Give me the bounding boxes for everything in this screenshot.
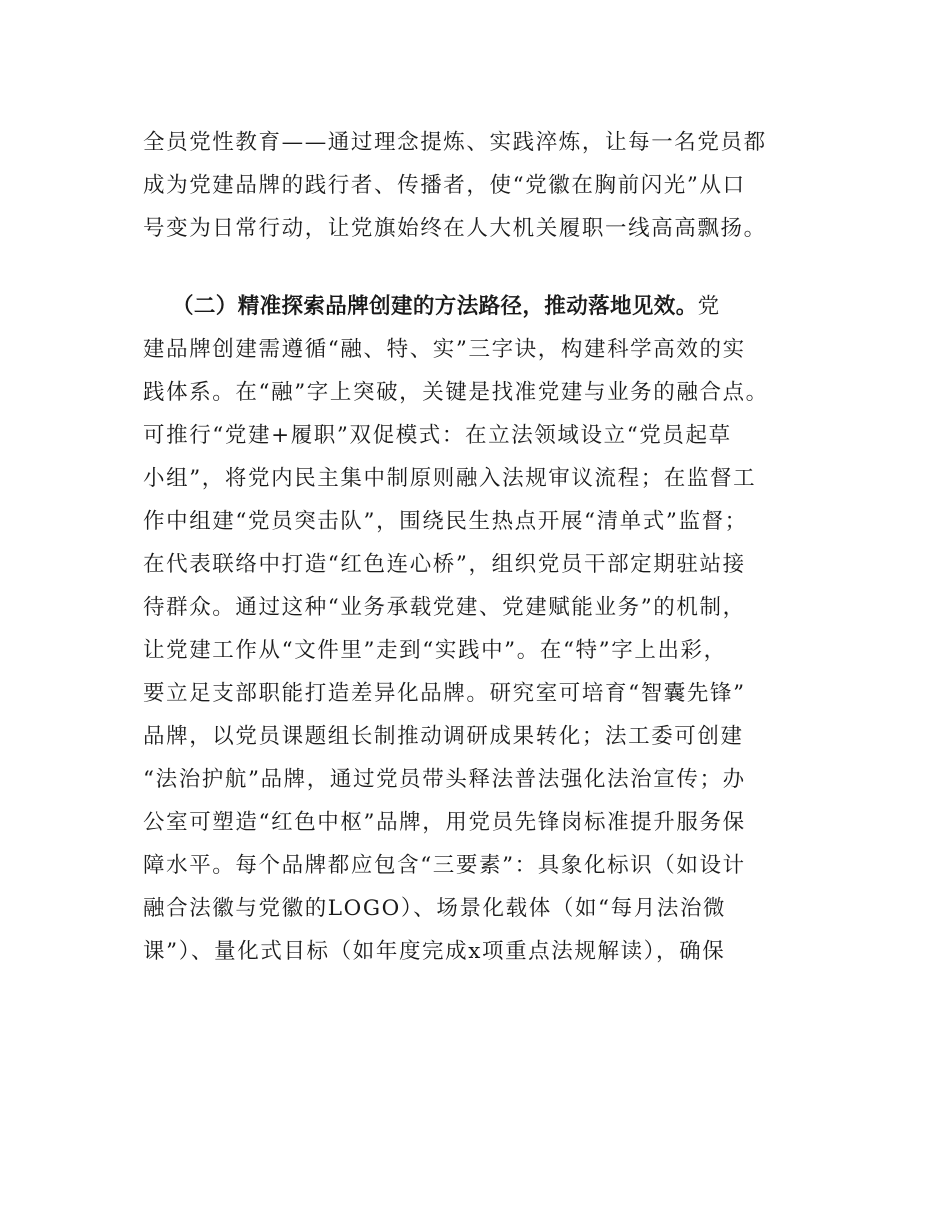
text-fragment: 党 [697, 294, 721, 319]
text-line: 障水平。每个品牌都应包含“三要素”：具象化标识（如设计 [143, 853, 746, 878]
text-line: 作中组建“党员突击队”，围绕民生热点开展“清单式”监督； [143, 509, 748, 534]
text-line: 小组”，将党内民主集中制原则融入法规审议流程；在监督工 [143, 466, 757, 491]
text-line: 可推行“党建+履职”双促模式：在立法领域设立“党员起草 [143, 423, 732, 448]
heading-line [143, 285, 823, 328]
text-line: 建品牌创建需遵循“融、特、实”三字诀，构建科学高效的实 [143, 337, 746, 362]
text-line: 要立足支部职能打造差异化品牌。研究室可培育“智囊先锋” [143, 681, 746, 706]
text-line: 待群众。通过这种“业务承载党建、党建赋能业务”的机制， [143, 595, 746, 620]
text-line: 让党建工作从“文件里”走到“实践中”。在“特”字上出彩， [143, 638, 727, 663]
text-line: 公室可塑造“红色中枢”品牌，用党员先锋岗标准提升服务保 [143, 810, 746, 835]
text-line: “法治护航”品牌，通过党员带头释法普法强化法治宣传；办 [143, 767, 746, 792]
text-line: 品牌，以党员课题组长制推动调研成果转化；法工委可创建 [143, 724, 744, 749]
text-line: 融合法徽与党徽的LOGO）、场景化载体（如“每月法治微 [143, 896, 727, 921]
text-line: 践体系。在“融”字上突破，关键是找准党建与业务的融合点。 [143, 380, 769, 405]
text-line: 全员党性教育——通过理念提炼、实践淬炼，让每一名党员都 [143, 130, 767, 155]
text-line: 课”）、量化式目标（如年度完成x项重点法规解读），确保 [143, 939, 726, 964]
text-line: 成为党建品牌的践行者、传播者，使“党徽在胸前闪光”从口 [143, 173, 746, 198]
section-heading: （二）精准探索品牌创建的方法路径，推动落地见效。 [172, 294, 698, 319]
text-line: 号变为日常行动，让党旗始终在人大机关履职一线高高飘扬。 [143, 216, 767, 241]
text-line: 在代表联络中打造“红色连心桥”，组织党员干部定期驻站接 [143, 552, 746, 577]
paragraph-brand-methods [143, 285, 823, 973]
paragraph-party-education [143, 121, 823, 250]
